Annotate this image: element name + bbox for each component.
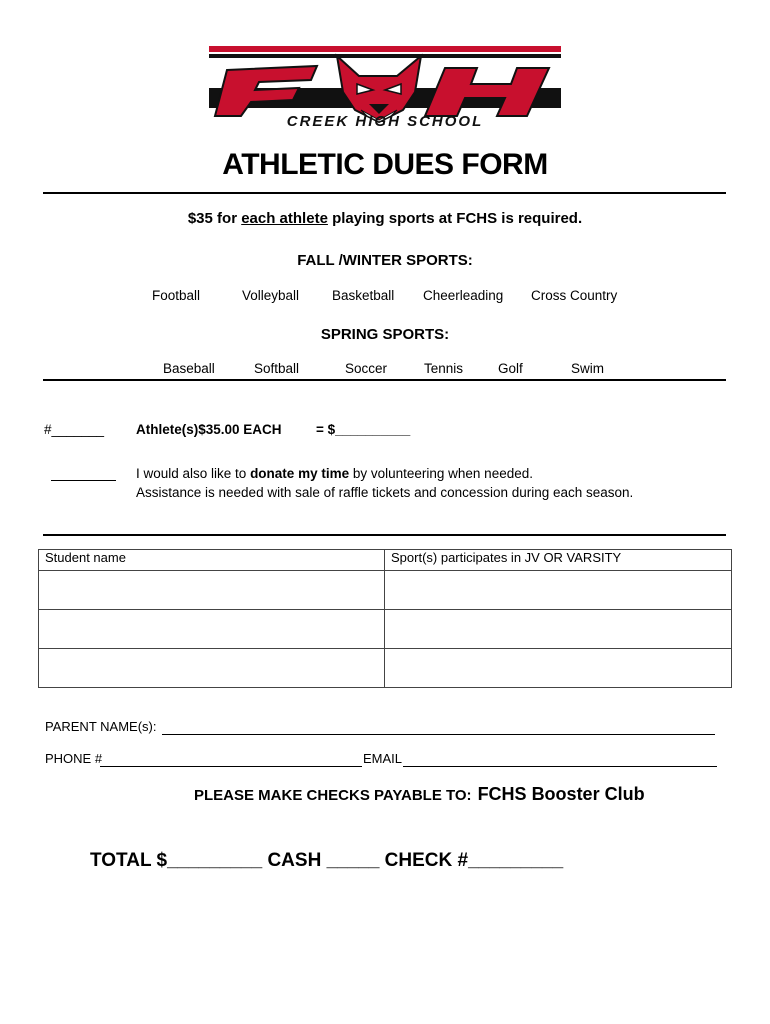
athletes-each-label: Athlete(s)$35.00 EACH bbox=[136, 422, 282, 437]
requirement-prefix: $35 for bbox=[187, 210, 242, 227]
phone-field[interactable] bbox=[100, 766, 362, 767]
table-row bbox=[39, 649, 732, 688]
student-name-cell[interactable] bbox=[39, 610, 385, 649]
payable-label: PLEASE MAKE CHECKS PAYABLE TO: bbox=[194, 787, 472, 804]
email-field[interactable] bbox=[403, 766, 717, 767]
sports-divider bbox=[43, 379, 726, 381]
parent-name-field[interactable] bbox=[162, 734, 715, 735]
sport-swim: Swim bbox=[571, 361, 604, 376]
logo-top-stripe bbox=[209, 46, 561, 52]
payee-name: FCHS Booster Club bbox=[477, 784, 645, 804]
table-row bbox=[39, 610, 732, 649]
requirement-emphasis: each athlete bbox=[241, 210, 328, 227]
sport-cheerleading: Cheerleading bbox=[423, 288, 504, 303]
sport-football: Football bbox=[152, 288, 201, 303]
volunteer-checkbox-line[interactable] bbox=[51, 480, 116, 481]
sport-baseball: Baseball bbox=[163, 361, 215, 376]
spring-heading: SPRING SPORTS: bbox=[320, 326, 450, 343]
fall-winter-heading: FALL /WINTER SPORTS: bbox=[297, 252, 473, 269]
sport-basketball: Basketball bbox=[332, 288, 395, 303]
sport-level-cell[interactable] bbox=[385, 649, 732, 688]
logo-subtitle: CREEK HIGH SCHOOL bbox=[286, 113, 484, 130]
header-sport-level: Sport(s) participates in JV OR VARSITY bbox=[385, 550, 732, 571]
email-label: EMAIL bbox=[363, 751, 403, 766]
logo-stripe-black bbox=[209, 54, 561, 58]
sport-soccer: Soccer bbox=[345, 361, 388, 376]
volunteer-assistance-note: Assistance is needed with sale of raffle tickets and concession during each season. bbox=[136, 485, 634, 500]
logo-letter-h bbox=[425, 68, 549, 116]
sport-tennis: Tennis bbox=[424, 361, 464, 376]
sport-level-cell[interactable] bbox=[385, 571, 732, 610]
volunteer-statement bbox=[136, 466, 533, 481]
payment-total-line[interactable]: TOTAL $_________ CASH _____ CHECK #_________ bbox=[90, 850, 564, 871]
student-name-cell[interactable] bbox=[39, 649, 385, 688]
table-header-row bbox=[39, 550, 732, 571]
volunteer-text-start: I would also like to bbox=[136, 466, 251, 481]
volunteer-text-bold: donate my time bbox=[250, 466, 350, 481]
sport-volleyball: Volleyball bbox=[242, 288, 300, 303]
payable-line bbox=[194, 784, 645, 805]
phone-label: PHONE # bbox=[45, 751, 103, 766]
sport-cross-country: Cross Country bbox=[531, 288, 618, 303]
sport-golf: Golf bbox=[498, 361, 523, 376]
student-table bbox=[38, 549, 732, 688]
volunteer-divider bbox=[43, 534, 726, 536]
sport-level-cell[interactable] bbox=[385, 610, 732, 649]
page-title: ATHLETIC DUES FORM bbox=[222, 148, 548, 181]
parent-name-label: PARENT NAME(s): bbox=[45, 719, 157, 734]
table-row bbox=[39, 571, 732, 610]
student-name-cell[interactable] bbox=[39, 571, 385, 610]
requirement-suffix: playing sports at FCHS is required. bbox=[327, 210, 583, 227]
sport-softball: Softball bbox=[254, 361, 300, 376]
athlete-count-field[interactable]: #_______ bbox=[44, 422, 105, 437]
volunteer-text-end: by volunteering when needed. bbox=[349, 466, 533, 481]
dues-total-field[interactable]: = $__________ bbox=[316, 422, 411, 437]
title-divider bbox=[43, 192, 726, 194]
header-student-name: Student name bbox=[39, 550, 385, 571]
school-logo bbox=[207, 44, 563, 130]
dues-requirement bbox=[0, 210, 770, 227]
